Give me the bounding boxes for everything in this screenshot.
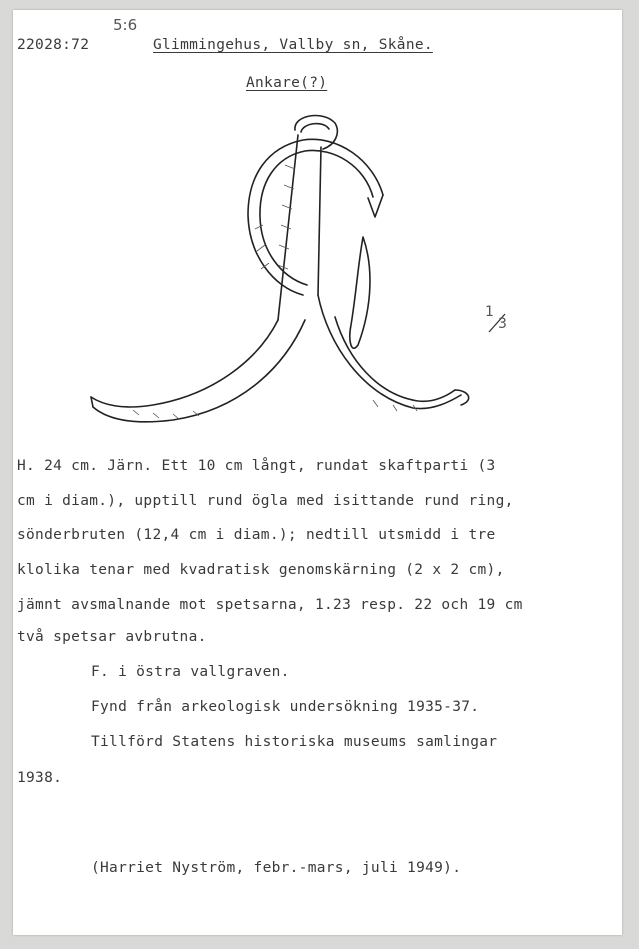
description-line-2: cm i diam.), upptill rund ögla med isittande rund ring,: [17, 493, 514, 509]
description-line-3: sönderbruten (12,4 cm i diam.); nedtill utsmidd i tre: [17, 527, 496, 543]
museum-year: 1938.: [17, 770, 63, 786]
description-line-4: klolika tenar med kvadratisk genomskärning (2 x 2 cm),: [17, 562, 505, 578]
catalog-number: 22028:72: [17, 37, 90, 53]
handwritten-number: 5:6: [113, 16, 138, 34]
location: Glimmingehus, Vallby sn, Skåne.: [153, 37, 433, 53]
find-location: F. i östra vallgraven.: [91, 664, 290, 680]
scale-numerator: 1: [485, 304, 494, 320]
excavation-note: Fynd från arkeologisk undersökning 1935-37.: [91, 699, 480, 715]
signature: (Harriet Nyström, febr.-mars, juli 1949).: [91, 860, 462, 876]
scale-fraction: [483, 304, 523, 340]
catalog-card: [13, 10, 622, 935]
object-title: Ankare(?): [246, 75, 328, 91]
scale-denominator: 3: [498, 316, 507, 332]
anchor-drawing: [73, 105, 473, 435]
description-line-5: jämnt avsmalnande mot spetsarna, 1.23 resp. 22 och 19 cm: [17, 597, 523, 613]
museum-note: Tillförd Statens historiska museums samlingar: [91, 734, 498, 750]
description-line-1: H. 24 cm. Järn. Ett 10 cm långt, rundat skaftparti (3: [17, 458, 496, 474]
description-line-6: två spetsar avbrutna.: [17, 629, 207, 645]
